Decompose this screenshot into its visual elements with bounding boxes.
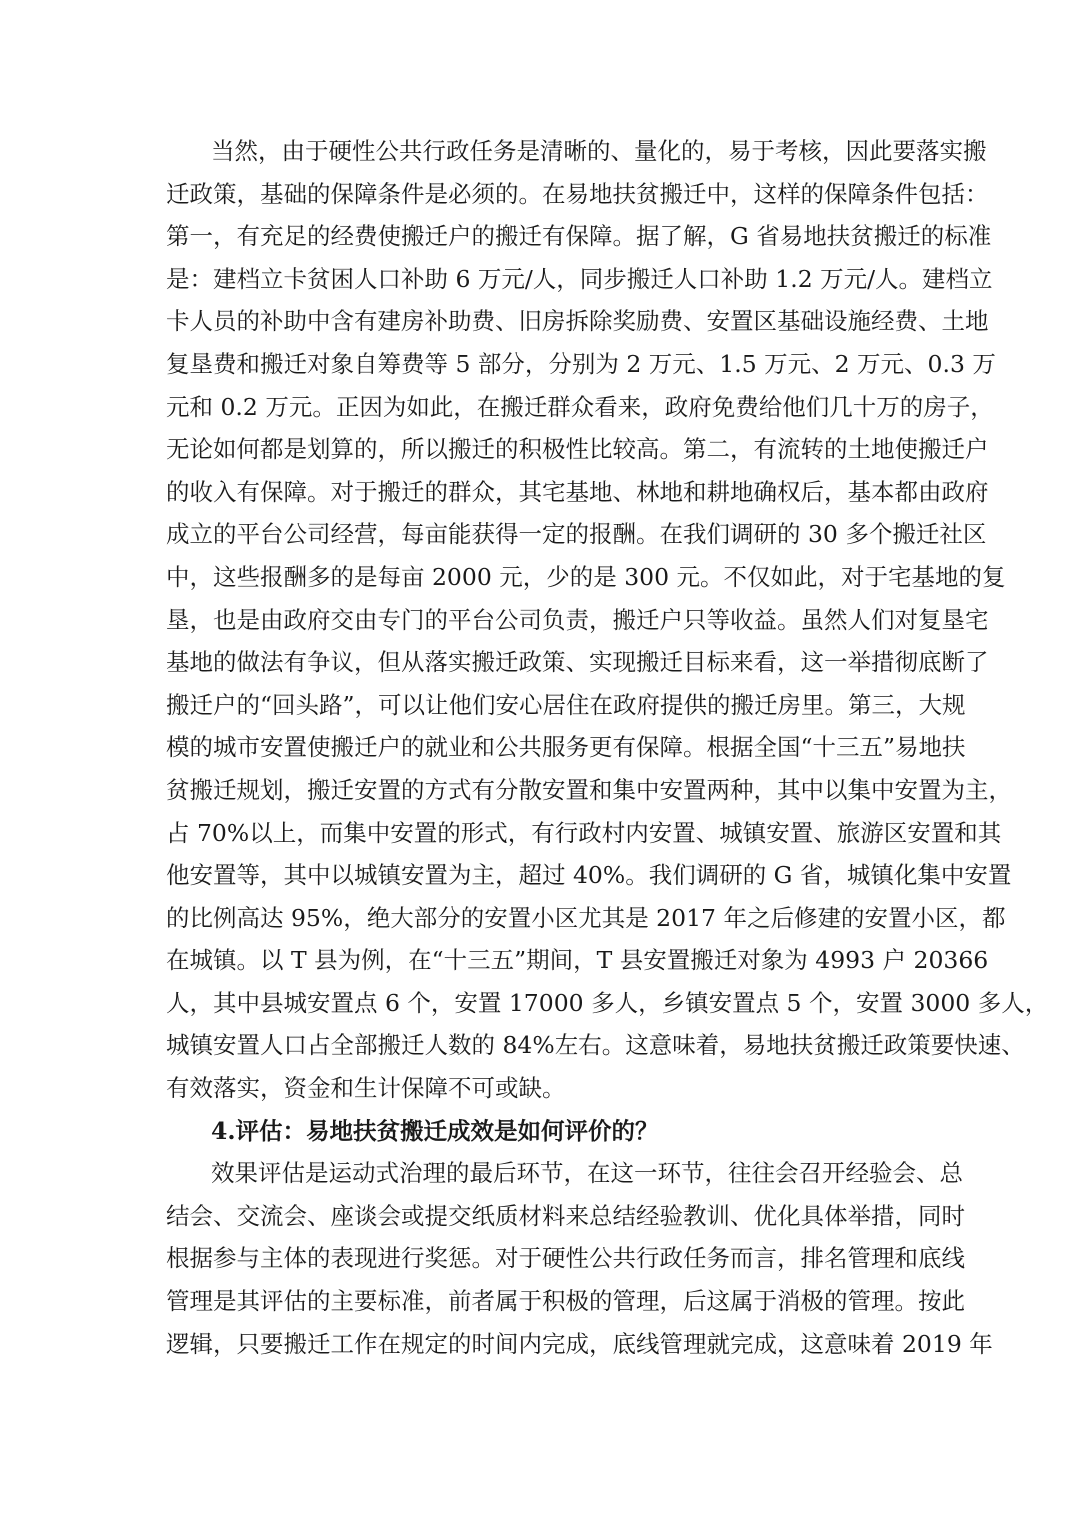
section-heading: 4.评估：易地扶贫搬迁成效是如何评价的？ bbox=[211, 1116, 659, 1145]
text-line: 是：建档立卡贫困人口补助 6 万元/人，同步搬迁人口补助 1.2 万元/人。建档立 bbox=[166, 264, 993, 293]
text-line: 迁政策，基础的保障条件是必须的。在易地扶贫搬迁中，这样的保障条件包括： bbox=[166, 179, 989, 208]
text-line: 当然，由于硬性公共行政任务是清晰的、量化的，易于考核，因此要落实搬 bbox=[211, 137, 987, 165]
text-line: 中，这些报酬多的是每亩 2000 元，少的是 300 元。不仅如此，对于宅基地的复 bbox=[166, 562, 1006, 591]
text-line: 人，其中县城安置点 6 个，安置 17000 多人，乡镇安置点 5 个，安置 3000 多人， bbox=[166, 988, 1049, 1017]
text-line: 城镇安置人口占全部搬迁人数的 84%左右。这意味着，易地扶贫搬迁政策要快速、 bbox=[166, 1031, 1025, 1060]
text-line: 模的城市安置使搬迁户的就业和公共服务更有保障。根据全国“十三五”易地扶 bbox=[166, 733, 966, 762]
text-line: 第一，有充足的经费使搬迁户的搬迁有保障。据了解，G 省易地扶贫搬迁的标准 bbox=[166, 222, 992, 251]
text-line: 无论如何都是划算的，所以搬迁的积极性比较高。第二，有流转的土地使搬迁户 bbox=[166, 435, 989, 464]
text-line: 成立的平台公司经营，每亩能获得一定的报酬。在我们调研的 30 多个搬迁社区 bbox=[166, 520, 987, 549]
text-line: 卡人员的补助中含有建房补助费、旧房拆除奖励费、安置区基础设施经费、土地 bbox=[166, 307, 989, 336]
text-line: 占 70%以上，而集中安置的形式，有行政村内安置、城镇安置、旅游区安置和其 bbox=[166, 818, 1002, 847]
text-line: 复垦费和搬迁对象自筹费等 5 部分，分别为 2 万元、1.5 万元、2 万元、0.3 万 bbox=[166, 349, 996, 378]
text-line: 的收入有保障。对于搬迁的群众，其宅基地、林地和耕地确权后，基本都由政府 bbox=[166, 477, 989, 506]
text-line: 效果评估是运动式治理的最后环节，在这一环节，往往会召开经验会、总 bbox=[211, 1159, 963, 1188]
text-line: 基地的做法有争议，但从落实搬迁政策、实现搬迁目标来看，这一举措彻底断了 bbox=[166, 648, 989, 677]
paragraph-guarantees bbox=[166, 130, 1049, 1110]
paragraph-evaluation bbox=[166, 1152, 993, 1365]
text-line: 管理是其评估的主要标准，前者属于积极的管理，后这属于消极的管理。按此 bbox=[166, 1287, 965, 1316]
text-line: 逻辑，只要搬迁工作在规定的时间内完成，底线管理就完成，这意味着 2019 年 bbox=[166, 1329, 993, 1358]
text-line: 有效落实，资金和生计保障不可或缺。 bbox=[166, 1074, 566, 1103]
text-line: 根据参与主体的表现进行奖惩。对于硬性公共行政任务而言，排名管理和底线 bbox=[166, 1244, 965, 1273]
document-body bbox=[166, 130, 1049, 1365]
text-line: 他安置等，其中以城镇安置为主，超过 40%。我们调研的 G 省，城镇化集中安置 bbox=[166, 861, 1012, 890]
text-line: 搬迁户的“回头路”，可以让他们安心居住在政府提供的搬迁房里。第三，大规 bbox=[166, 690, 966, 719]
text-line: 的比例高达 95%，绝大部分的安置小区尤其是 2017 年之后修建的安置小区，都 bbox=[166, 903, 1006, 932]
text-line: 结会、交流会、座谈会或提交纸质材料来总结经验教训、优化具体举措，同时 bbox=[166, 1201, 965, 1230]
text-line: 贫搬迁规划，搬迁安置的方式有分散安置和集中安置两种，其中以集中安置为主， bbox=[166, 775, 1012, 804]
text-line: 元和 0.2 万元。正因为如此，在搬迁群众看来，政府免费给他们几十万的房子， bbox=[166, 392, 994, 421]
text-line: 在城镇。以 T 县为例，在“十三五”期间，T 县安置搬迁对象为 4993 户 20366 bbox=[166, 946, 989, 975]
text-line: 垦，也是由政府交由专门的平台公司负责，搬迁户只等收益。虽然人们对复垦宅 bbox=[166, 605, 989, 634]
